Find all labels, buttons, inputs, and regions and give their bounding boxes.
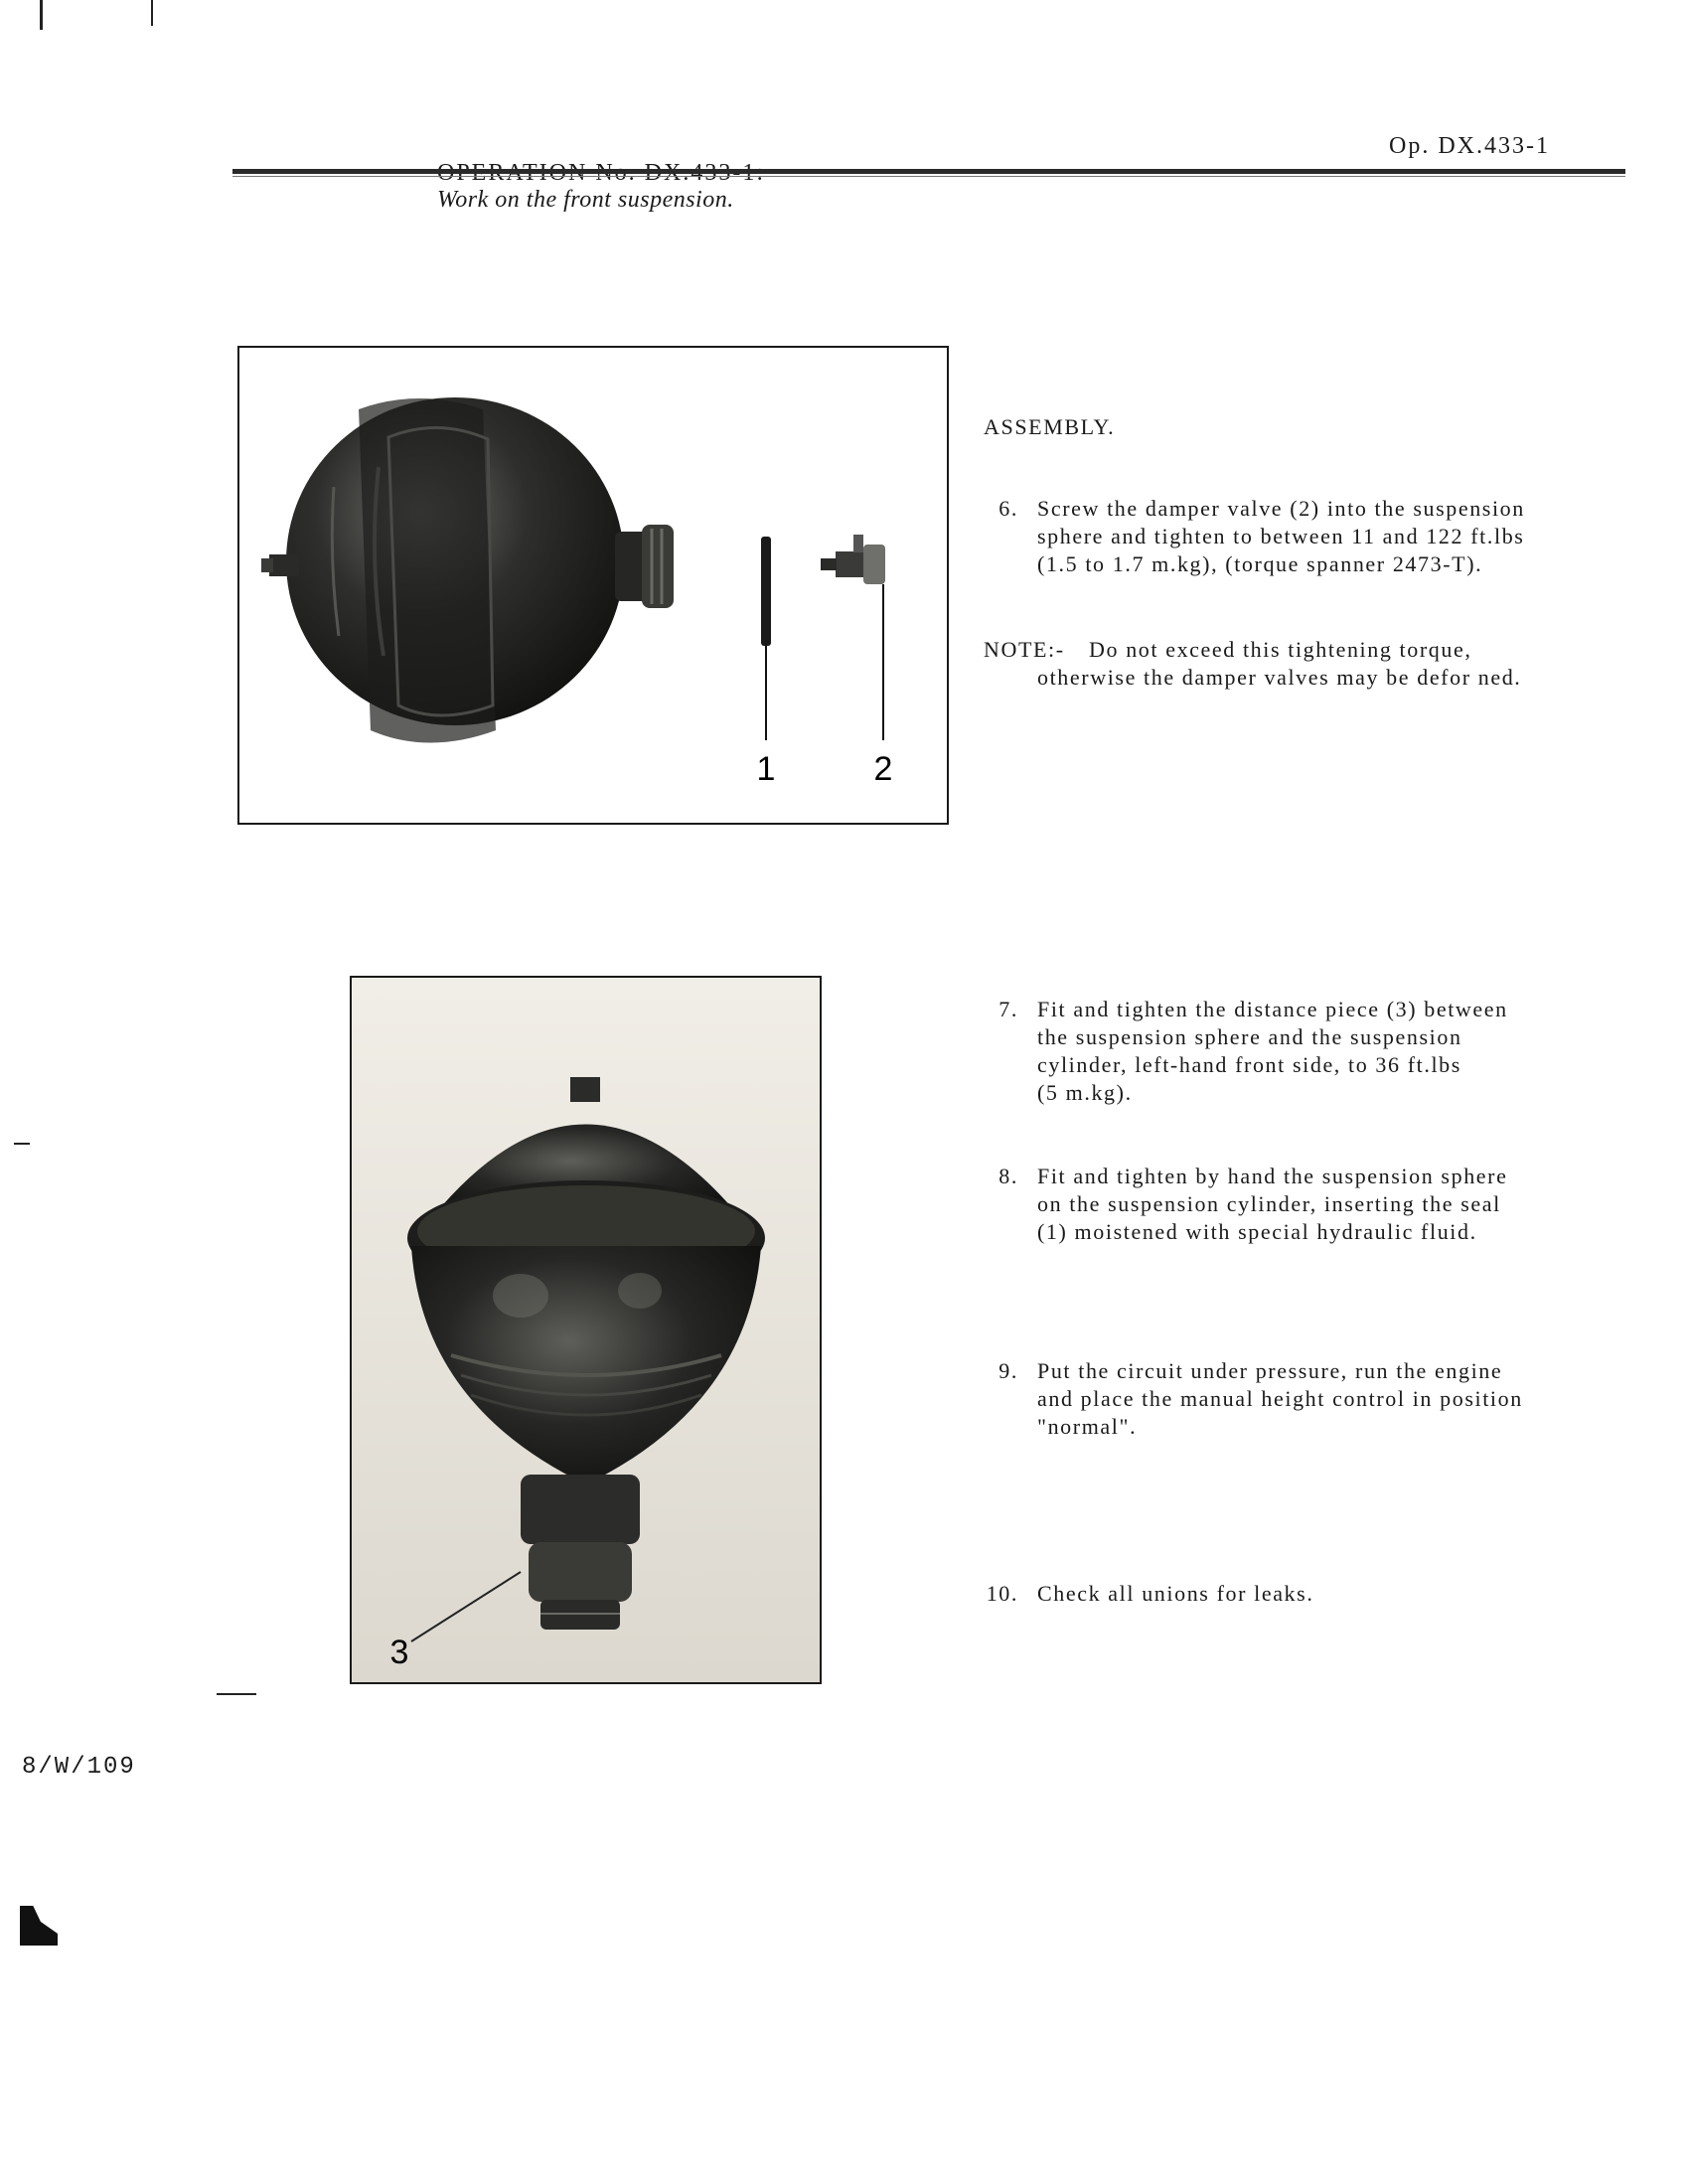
step-number: 6. [998,496,1018,521]
step-6 [1037,495,1525,578]
scan-mark [40,0,43,30]
note-label: NOTE:- [984,637,1065,662]
note-line-2-wrap [1037,664,1521,692]
step-line: "normal". [1037,1414,1138,1439]
sphere-damper-valve-photo [239,348,947,823]
note-line-1-wrap [1089,636,1471,664]
scan-mark [217,1693,256,1695]
step-number: 7. [998,997,1018,1021]
step-line: (1.5 to 1.7 m.kg), (torque spanner 2473-T). [1037,551,1483,576]
scan-mark [151,0,153,26]
scan-mark [14,1143,30,1145]
figure-sphere-damper-valve [237,346,949,825]
header-operation-ref: Op. DX.433-1 [1389,133,1550,159]
note-line: otherwise the damper valves may be defor ned. [1037,665,1522,690]
step-line: Put the circuit under pressure, run the engine [1037,1358,1503,1383]
step-line: Fit and tighten by hand the suspension sphere [1037,1164,1508,1188]
step-number: 8. [998,1164,1018,1188]
step-number: 10. [986,1581,1018,1606]
step-number: 9. [998,1358,1018,1383]
note-line: Do not exceed this tightening torque, [1089,637,1472,662]
footer-code: 8/W/109 [22,1754,136,1781]
step-line: (5 m.kg). [1037,1080,1133,1105]
step-7 [1037,996,1508,1107]
scan-corner-mark [20,1906,58,1946]
step-9 [1037,1357,1523,1441]
callout-2: 2 [873,750,893,788]
step-line: and place the manual height control in position [1037,1386,1523,1411]
callout-3: 3 [389,1634,409,1671]
step-line: cylinder, left-hand front side, to 36 ft.lbs [1037,1052,1461,1077]
step-line: the suspension sphere and the suspension [1037,1024,1462,1049]
callout-1: 1 [756,750,776,788]
header-rule-shadow [232,176,1625,177]
step-line: sphere and tighten to between 11 and 122 ft.lbs [1037,524,1525,548]
step-line: Screw the damper valve (2) into the suspension [1037,496,1525,521]
section-heading: ASSEMBLY. [984,414,1116,439]
sphere-distance-piece-photo [352,978,820,1682]
step-line: Check all unions for leaks. [1037,1581,1314,1606]
step-line: Fit and tighten the distance piece (3) between [1037,997,1508,1021]
figure-sphere-distance-piece [350,976,822,1684]
header-rule [232,169,1625,174]
step-line: (1) moistened with special hydraulic fluid. [1037,1219,1477,1244]
step-8 [1037,1163,1507,1246]
step-10 [1037,1580,1313,1608]
step-line: on the suspension cylinder, inserting the seal [1037,1191,1501,1216]
header-title-italic: Work on the front suspension. [437,187,734,213]
